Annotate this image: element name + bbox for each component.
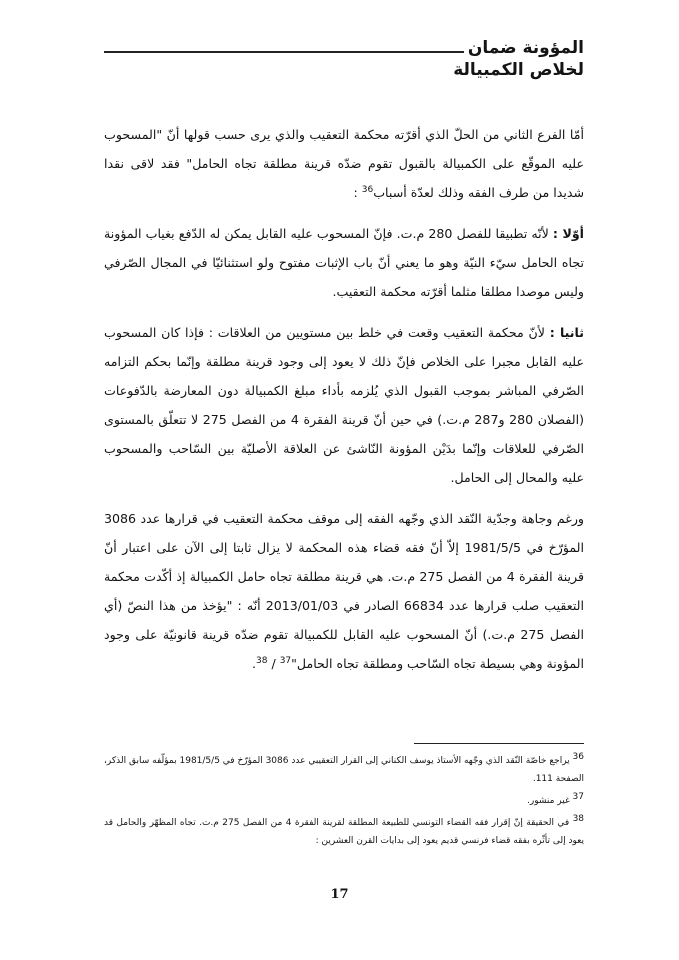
paragraph-text: ورغم وجاهة وجدّية النّقد الذي وجّهه الفقه إلى موقف محكمة التعقيب في قرارها عدد 3086 المؤرّخ في 1981/5/5 إلاّ أنّ فقه قضاء هذه المحكمة لا يزال ثابتا إلى الآن على اعتبار أنّ قرينة الفقرة 4 من الفصل 275 م.ت. هي قرينة مطلقة تجاه حامل الكمبيالة إذ أكّدت محكمة التعقيب صلب قرارها عدد 66834 الصادر في 2013/01/03 أنّه : "يؤخذ من هذا النصّ (أي الفصل 275 م.ت.) أنّ المسحوب عليه القابل للكمبيالة تقوم ضدّه قرينة قانونيّة على وجود المؤونة وهي بسيطة تجاه السّاحب ومطلقة تجاه الحامل"	[104, 511, 585, 671]
footnote-ref-37: 37	[279, 655, 292, 666]
footnote-36	[104, 752, 584, 788]
paragraph-intro	[104, 120, 584, 207]
header-line-1	[104, 38, 584, 58]
paragraph-text: لأنّ محكمة التعقيب وقعت في خلط بين مستويين من العلاقات : فإذا كان المسحوب عليه القابل مجبرا على الخلاص فإنّ ذلك لا يعود إلى وجود قرينة مطلقة وإنّما بحكم التزامه الصّرفي المباشر بموجب القبول الذي يُلزمه بأداء مبلغ الكمبيالة دون المعارضة بالدّفوعات (الفصلان 280 و287 م.ت.) في حين أنّ قرينة الفقرة 4 من الفصل 275 لا تتعلّق بالمستوى الصّرفي للعلاقات وإنّما بدَيْن المؤونة النّاشئ عن العلاقة الأصليّة بين السّاحب والمسحوب عليه والمحال إلى الحامل.	[104, 325, 585, 485]
paragraph-jurisprudence	[104, 504, 584, 678]
paragraph-text: أمّا الفرع الثاني من الحلّ الذي أقرّته محكمة التعقيب والذي يرى حسب قولها أنّ "المسحوب عليه الموقّع على الكمبيالة بالقبول تقوم ضدّه قرينة مطلقة تجاه الحامل" فقد لاقى نقدا شديدا من طرف الفقه وذلك لعدّة أسباب	[104, 127, 584, 200]
running-header	[104, 38, 584, 80]
header-title-line-2: لخلاص الكمبيالة	[453, 60, 584, 80]
paragraph-lead: أوّلا :	[552, 226, 584, 241]
footnote-ref-38: 38	[255, 655, 268, 666]
footnote-text: يراجع خاصّة النّقد الذي وجّهه الأستاذ يوسف الكناني إلى القرار التعقيبي عدد 3086 المؤرّخ في 1981/5/5 بمؤلّفه سابق الذكر، الصفحة 111.	[104, 756, 584, 784]
footnote-38	[104, 814, 584, 850]
footnote-number: 38	[572, 814, 585, 824]
footnote-number: 37	[572, 792, 584, 802]
paragraph-lead: ثانيا :	[549, 325, 584, 340]
header-title-line-1: المؤونة ضمان	[467, 38, 584, 58]
footnotes	[104, 752, 584, 854]
footnote-separator	[414, 743, 584, 744]
footnote-text: غير منشور.	[527, 796, 570, 806]
paragraph-first-reason	[104, 219, 584, 306]
paragraph-second-reason	[104, 318, 584, 492]
footnote-text: في الحقيقة إنّ إقرار فقه القضاء التونسي للطبيعة المطلقة لقرينة الفقرة 4 من الفصل 275 م.ت. تجاه المظهّر والحامل قد يعود إلى تأثّره بفقه قضاء فرنسي قديم يعود إلى بدايات القرن العشرين :	[104, 818, 584, 846]
body-text	[104, 120, 584, 690]
footnote-ref-36: 36	[361, 184, 374, 195]
paragraph-tail: /	[267, 656, 280, 671]
paragraph-tail: :	[353, 185, 362, 200]
footnote-number: 36	[572, 752, 584, 762]
page-number: 17	[330, 887, 349, 902]
footnote-37	[104, 792, 584, 810]
header-rule	[104, 51, 464, 53]
paragraph-text: لأنّه تطبيقا للفصل 280 م.ت. فإنّ المسحوب عليه القابل يمكن له الدّفع بغياب المؤونة تجاه الحامل سيّء النيّة وهو ما يعني أنّ باب الإثبات مفتوح ولو استثنائيّا في المجال الصّرفي وليس موصدا مطلقا مثلما أقرّته محكمة التعقيب.	[104, 226, 584, 299]
paragraph-tail-end: .	[251, 656, 256, 671]
